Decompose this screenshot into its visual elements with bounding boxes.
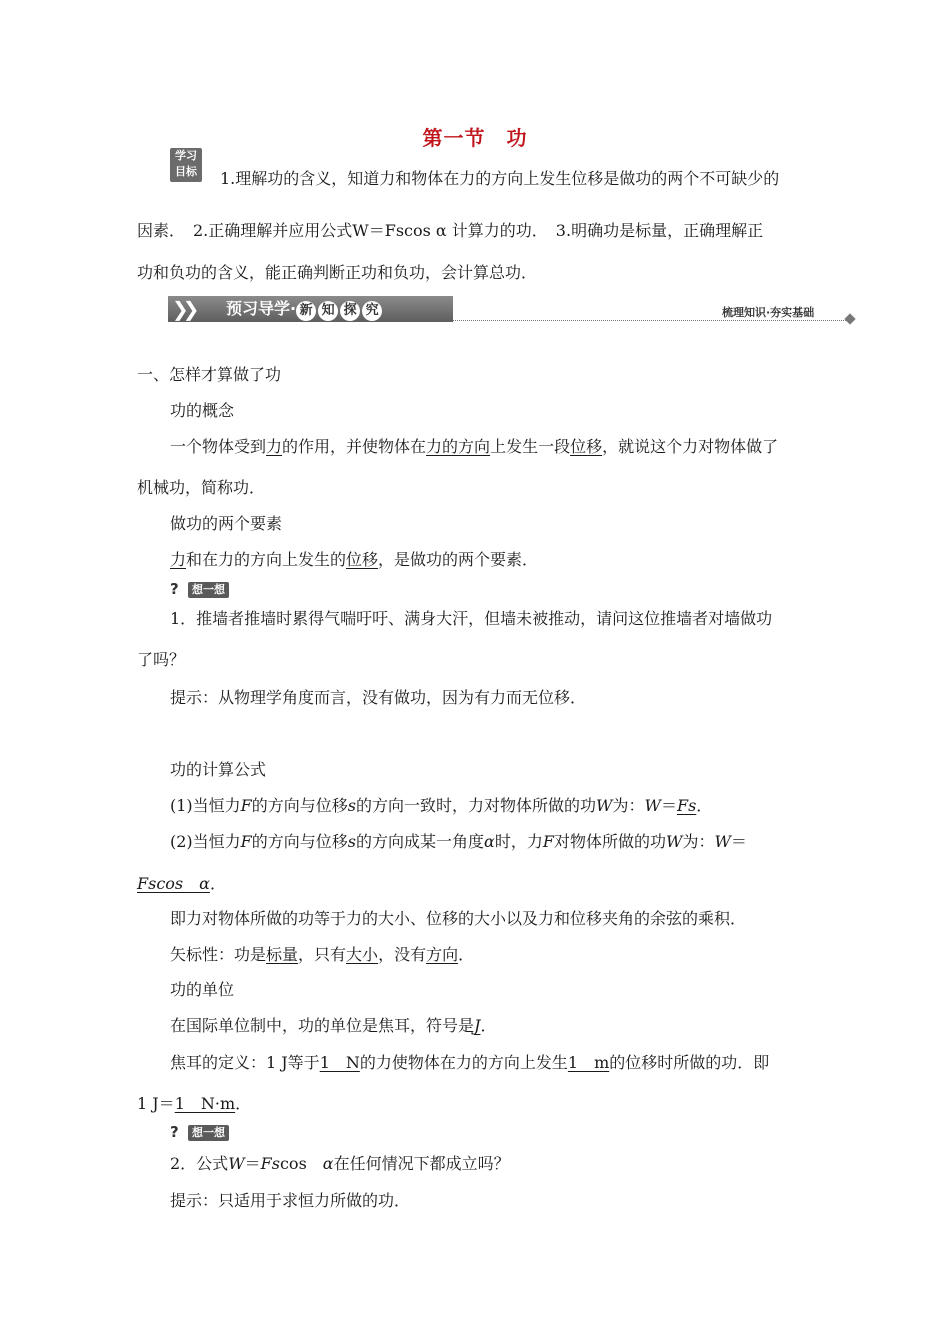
banner-subtitle: 梳理知识·夯实基础 — [722, 306, 815, 319]
think-label: 想一想 — [188, 1125, 229, 1141]
formula-2-line-2: Fscos α． — [137, 874, 226, 893]
unit-title: 功的单位 — [170, 980, 235, 999]
question-1-line-1: 1．推墙者推墙时累得气喘吁吁、满身大汗，但墙未被推动，请问这位推墙者对墙做功 — [170, 609, 773, 628]
diamond-icon — [844, 313, 855, 324]
banner-title — [226, 296, 384, 322]
concept-line-2: 机械功，简称功． — [137, 478, 266, 497]
elements-line: 力和在力的方向上发生的位移，是做功的两个要素． — [170, 550, 539, 569]
unit-line: 在国际单位制中，功的单位是焦耳，符号是J． — [170, 1016, 497, 1035]
banner-hl-char: 究 — [362, 301, 382, 321]
formula-title: 功的计算公式 — [170, 760, 267, 779]
concept-line-1: 一个物体受到力的作用，并使物体在力的方向上发生一段位移，就说这个力对物体做了 — [170, 437, 779, 456]
double-chevron-icon: ❯❯ — [172, 297, 194, 321]
elements-title: 做功的两个要素 — [170, 514, 283, 533]
formula-1: (1)当恒力F的方向与位移s的方向一致时，力对物体所做的功W为：W＝Fs． — [170, 796, 713, 815]
banner-hl-char: 新 — [296, 301, 316, 321]
section1-heading: 一、怎样才算做了功 — [137, 365, 282, 384]
banner-hl-char: 探 — [340, 301, 360, 321]
joule-definition-line-2: 1 J＝1 N·m． — [137, 1094, 252, 1113]
objectives-badge-top: 学习 — [175, 149, 197, 162]
objectives-badge-bottom: 目标 — [175, 165, 197, 178]
concept-title: 功的概念 — [170, 401, 235, 420]
objectives-line-3: 功和负功的含义，能正确判断正功和负功，会计算总功． — [137, 263, 538, 282]
page-title: 第一节 功 — [422, 126, 528, 150]
answer-1: 提示：从物理学角度而言，没有做功，因为有力而无位移． — [170, 688, 587, 707]
banner-divider — [453, 320, 848, 321]
objectives-badge — [170, 148, 202, 182]
question-2: 2．公式W＝Fscos α在任何情况下都成立吗？ — [170, 1154, 510, 1173]
question-1-line-2: 了吗？ — [137, 650, 186, 669]
vector-scalar-line: 矢标性：功是标量，只有大小，没有方向． — [170, 945, 475, 964]
formula-2-line-1: (2)当恒力F的方向与位移s的方向成某一角度α时，力F对物体所做的功W为：W＝ — [170, 832, 747, 851]
question-mark-icon: ? — [170, 580, 179, 598]
banner-title-plain: 预习导学· — [226, 299, 297, 318]
objectives-line-2: 因素． 2.正确理解并应用公式W＝Fscos α 计算力的功． 3.明确功是标量，正确理解正 — [137, 221, 764, 240]
banner-hl-char: 知 — [318, 301, 338, 321]
question-mark-icon: ? — [170, 1123, 179, 1141]
section-banner — [168, 296, 453, 322]
formula-meaning: 即力对物体所做的功等于力的大小、位移的大小以及力和位移夹角的余弦的乘积． — [170, 909, 747, 928]
think-label: 想一想 — [188, 582, 229, 598]
joule-definition-line-1: 焦耳的定义：1 J等于1 N的力使物体在力的方向上发生1 m的位移时所做的功．即 — [170, 1053, 770, 1072]
answer-2: 提示：只适用于求恒力所做的功． — [170, 1191, 411, 1210]
objectives-line-1: 1.理解功的含义，知道力和物体在力的方向上发生位移是做功的两个不可缺少的 — [220, 169, 780, 188]
